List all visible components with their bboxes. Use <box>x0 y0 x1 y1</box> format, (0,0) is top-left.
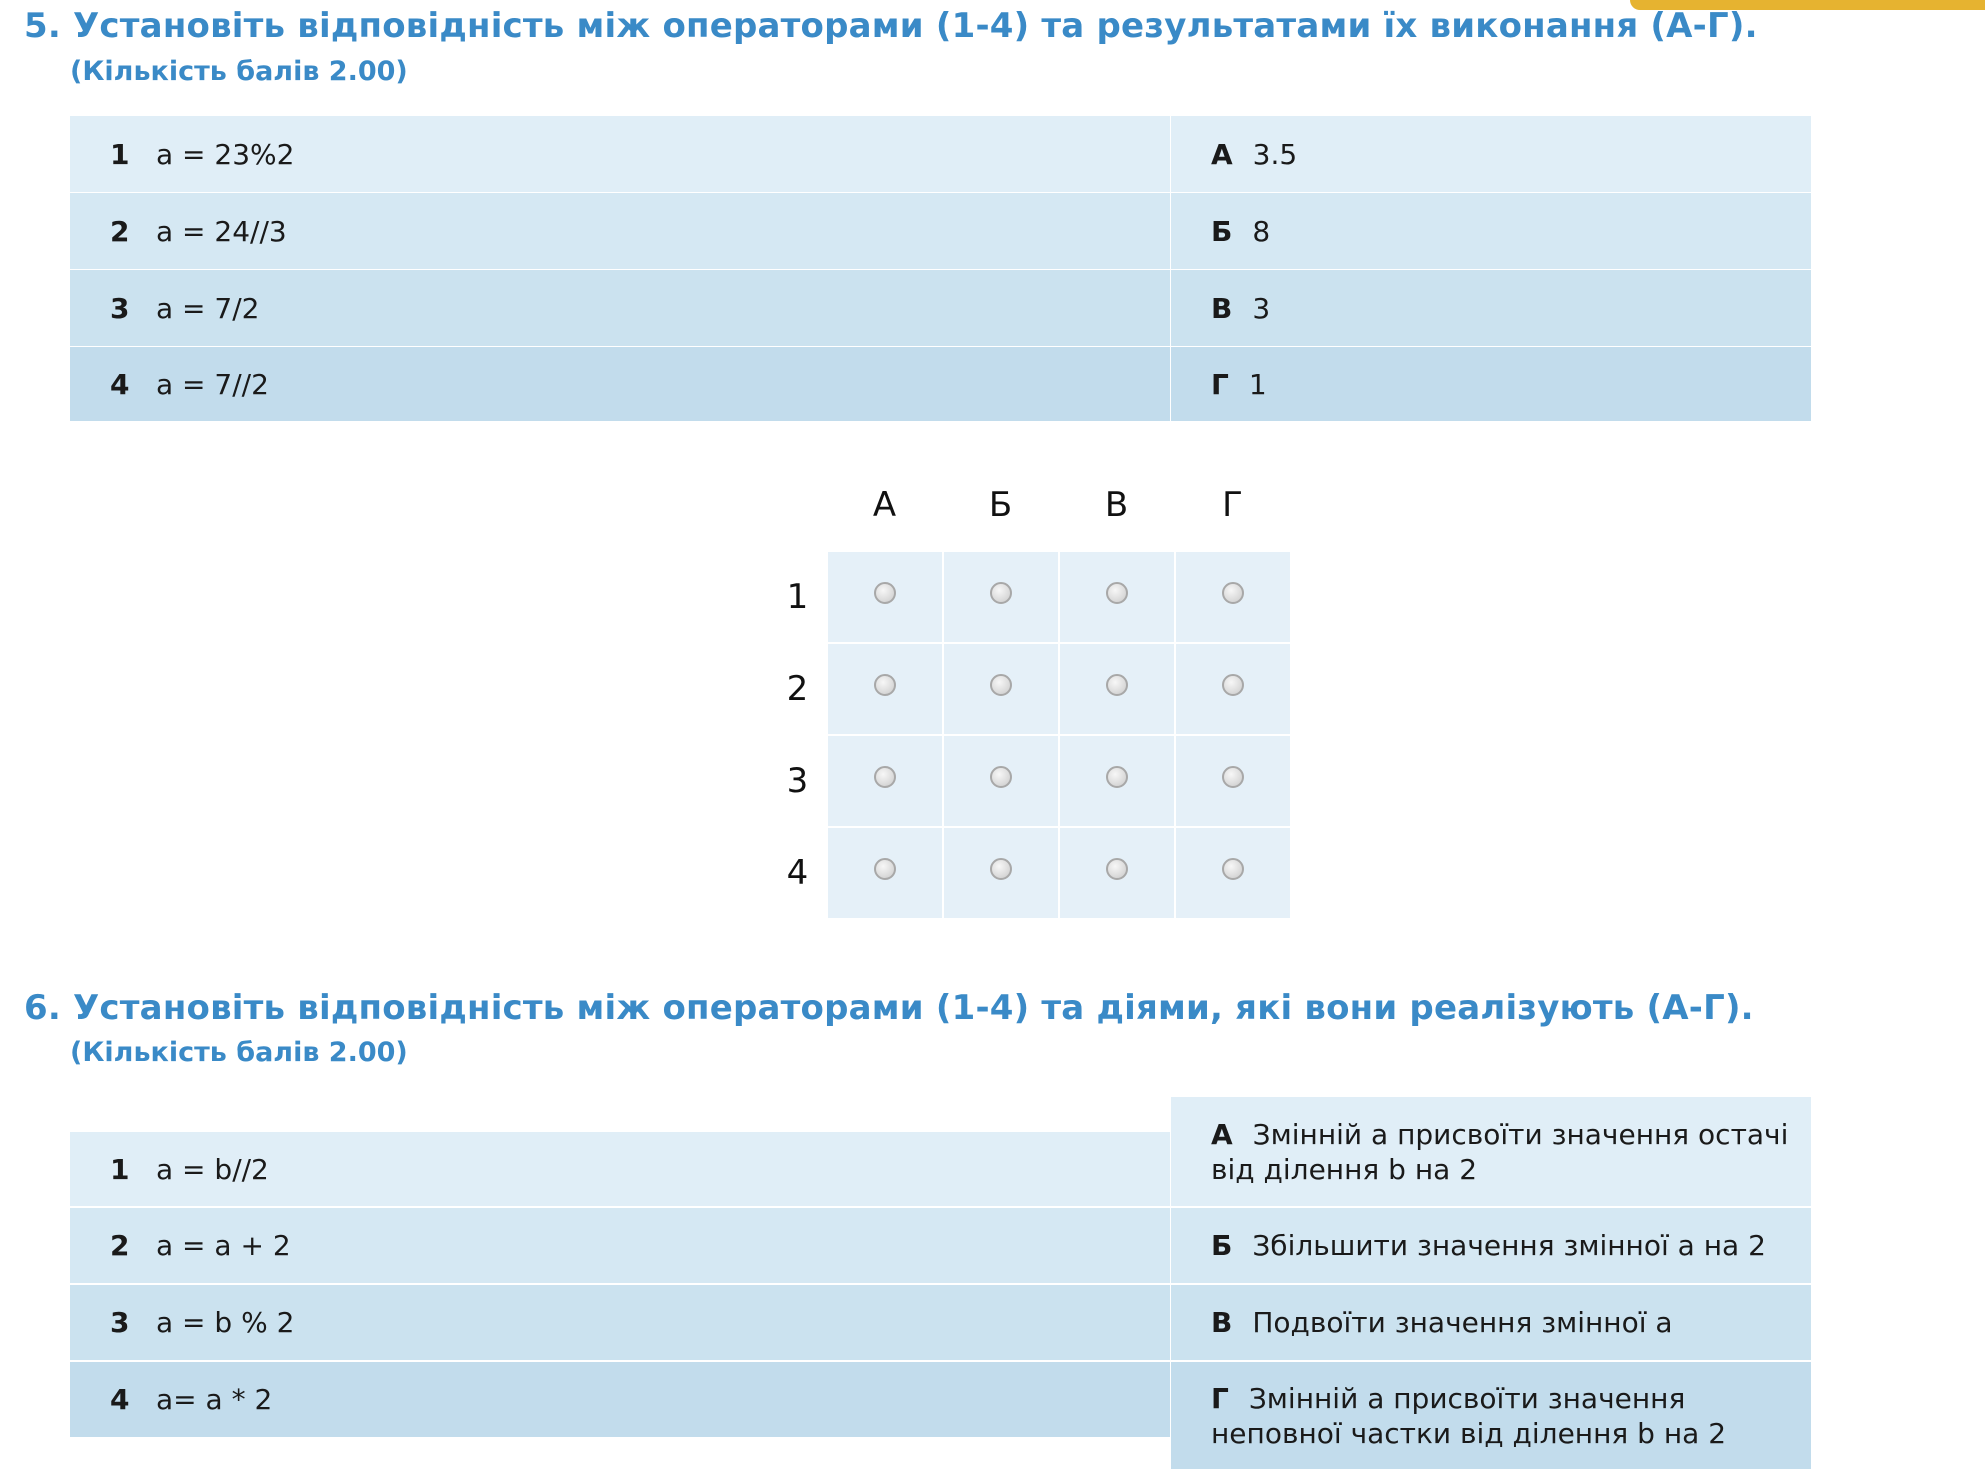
q6-right-row-a <box>1171 1097 1811 1206</box>
answer-text: 1 <box>1248 367 1267 401</box>
radio-3-v[interactable] <box>1106 766 1128 788</box>
grid-cell-4-a <box>828 828 942 918</box>
grid-cell-1-b <box>944 552 1058 642</box>
radio-4-a[interactable] <box>874 858 896 880</box>
radio-4-v[interactable] <box>1106 858 1128 880</box>
q5-left-row-4 <box>70 347 1170 421</box>
question-5-title: 5. Установіть відповідність між операторами (1-4) та результатами їх виконання (А-Г). <box>24 6 1758 46</box>
grid-cell-4-v <box>1060 828 1174 918</box>
q6-left-row-2 <box>70 1208 1170 1283</box>
q5-right-row-a <box>1171 116 1811 192</box>
q6-left-row-1 <box>70 1132 1170 1206</box>
answer-text: Змінній а присвоїти значення неповної частки від ділення b на 2 <box>1211 1381 1727 1450</box>
radio-3-a[interactable] <box>874 766 896 788</box>
answer-text: 3 <box>1252 291 1271 325</box>
question-5-points: (Кількість балів 2.00) <box>70 56 408 87</box>
q6-right-row-v <box>1171 1285 1811 1360</box>
operator-text: a = b % 2 <box>156 1306 295 1339</box>
row-number: 3 <box>110 291 130 325</box>
grid-cell-2-a <box>828 644 942 734</box>
question-6-title: 6. Установіть відповідність між операторами (1-4) та діями, які вони реалізують (А-Г). <box>24 988 1754 1028</box>
grid-row-label-2: 2 <box>786 669 809 709</box>
operator-text: a = 7/2 <box>156 291 260 325</box>
q5-right-row-g <box>1171 347 1811 421</box>
q6-right-row-b <box>1171 1208 1811 1283</box>
answer-letter: А <box>1211 137 1233 171</box>
radio-4-g[interactable] <box>1222 858 1244 880</box>
q5-right-row-b <box>1171 193 1811 269</box>
grid-cell-3-b <box>944 736 1058 826</box>
radio-1-b[interactable] <box>990 582 1012 604</box>
grid-cell-1-g <box>1176 552 1290 642</box>
grid-cell-4-b <box>944 828 1058 918</box>
radio-3-g[interactable] <box>1222 766 1244 788</box>
grid-column-label-b: Б <box>988 485 1013 525</box>
operator-text: a = 23%2 <box>156 137 295 171</box>
grid-cell-2-b <box>944 644 1058 734</box>
radio-2-v[interactable] <box>1106 674 1128 696</box>
grid-cell-3-g <box>1176 736 1290 826</box>
q6-right-row-g <box>1171 1362 1811 1469</box>
answer-letter: В <box>1211 291 1233 325</box>
grid-cell-3-v <box>1060 736 1174 826</box>
radio-1-a[interactable] <box>874 582 896 604</box>
row-number: 2 <box>110 1229 130 1262</box>
row-number: 1 <box>110 137 130 171</box>
grid-column-label-v: В <box>1104 485 1129 525</box>
grid-cell-2-g <box>1176 644 1290 734</box>
row-number: 1 <box>110 1152 130 1186</box>
q6-left-row-4 <box>70 1362 1170 1437</box>
operator-text: a = 7//2 <box>156 367 269 401</box>
operator-text: a = a + 2 <box>156 1229 291 1262</box>
row-number: 3 <box>110 1306 130 1339</box>
radio-2-g[interactable] <box>1222 674 1244 696</box>
operator-text: a = b//2 <box>156 1152 269 1186</box>
radio-2-a[interactable] <box>874 674 896 696</box>
grid-cell-1-a <box>828 552 942 642</box>
grid-row-label-4: 4 <box>786 853 809 893</box>
grid-column-label-g: Г <box>1222 485 1243 525</box>
answer-text: 3.5 <box>1252 137 1298 171</box>
answer-letter: Г <box>1211 367 1229 401</box>
question-6-points: (Кількість балів 2.00) <box>70 1037 408 1068</box>
q5-left-row-1 <box>70 116 1170 192</box>
radio-1-g[interactable] <box>1222 582 1244 604</box>
answer-text: Змінній а присвоїти значення остачі від ділення b на 2 <box>1211 1117 1789 1186</box>
grid-cell-1-v <box>1060 552 1174 642</box>
answer-letter: Б <box>1211 214 1233 248</box>
radio-4-b[interactable] <box>990 858 1012 880</box>
q5-right-row-v <box>1171 270 1811 346</box>
q5-left-row-3 <box>70 270 1170 346</box>
grid-cell-2-v <box>1060 644 1174 734</box>
answer-text: Збільшити значення змінної а на 2 <box>1252 1229 1766 1262</box>
radio-3-b[interactable] <box>990 766 1012 788</box>
radio-1-v[interactable] <box>1106 582 1128 604</box>
row-number: 4 <box>110 1383 130 1416</box>
row-number: 2 <box>110 214 130 248</box>
grid-row-label-3: 3 <box>786 761 809 801</box>
row-number: 4 <box>110 367 130 401</box>
operator-text: a= a * 2 <box>156 1383 273 1416</box>
grid-cell-4-g <box>1176 828 1290 918</box>
grid-cell-3-a <box>828 736 942 826</box>
answer-letter: А <box>1211 1117 1233 1151</box>
answer-text: Подвоїти значення змінної а <box>1252 1306 1673 1339</box>
q5-left-row-2 <box>70 193 1170 269</box>
answer-letter: Б <box>1211 1229 1233 1262</box>
answer-letter: В <box>1211 1306 1233 1339</box>
answer-letter: Г <box>1211 1381 1229 1415</box>
answer-text: 8 <box>1252 214 1271 248</box>
operator-text: a = 24//3 <box>156 214 287 248</box>
grid-row-label-1: 1 <box>786 577 809 617</box>
grid-column-label-a: А <box>872 485 897 525</box>
q6-left-row-3 <box>70 1285 1170 1360</box>
radio-2-b[interactable] <box>990 674 1012 696</box>
